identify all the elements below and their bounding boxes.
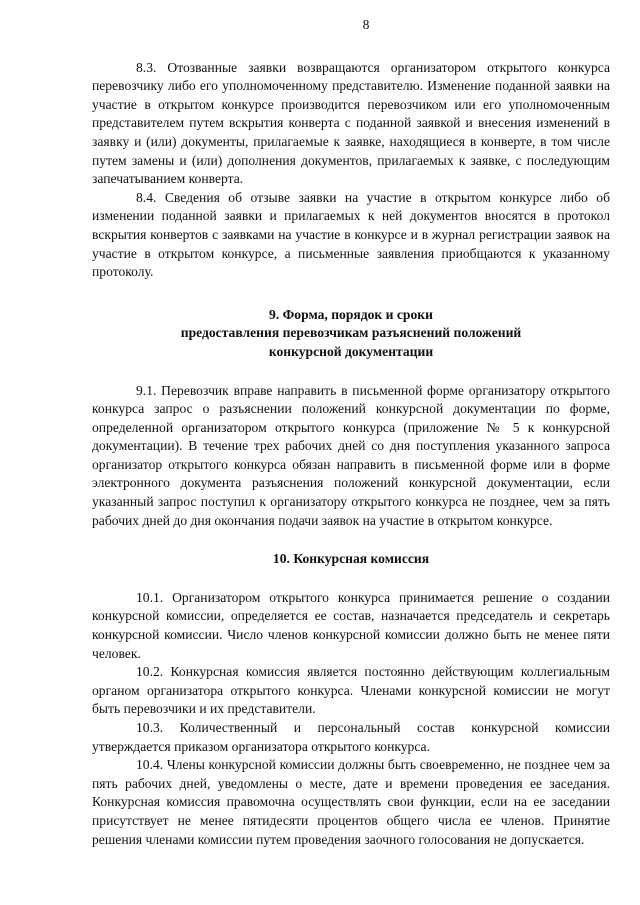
section-10-heading: 10. Конкурсная комиссия <box>272 551 430 567</box>
paragraph-10-4: 10.4. Члены конкурсной комиссии должны быть своевременно, не позднее чем за пять рабочих дней, уведомлены о месте, дате и времени проведения ее заседания. Конкурсная комиссия правомочна осуществлять свои функции, если на ее заседании присутствует не менее пятидесяти процентов общего числа ее членов. Принятие решения членами комиссии путем проведения заочного голосования не допускается. <box>92 757 610 847</box>
section-9-heading-line-2: предоставления перевозчикам разъяснений положений <box>180 325 522 341</box>
section-9-heading-line-1: 9. Форма, порядок и сроки <box>269 306 433 322</box>
section-9-heading-line-3: конкурсной документации <box>268 343 434 359</box>
section-9-heading <box>92 306 610 362</box>
page-number: 8 <box>362 17 370 32</box>
paragraph-8-4: 8.4. Сведения об отзыве заявки на участие в открытом конкурсе либо об изменении поданной заявки и прилагаемых к ней документов вносятся в протокол вскрытия конвертов с заявками на участие в конкурсе и в журнал регистрации заявок на участие в открытом конкурсе, а письменные заявления приобщаются к указанному протоколу. <box>92 189 610 280</box>
paragraph-10-1: 10.1. Организатором открытого конкурса принимается решение о создании конкурсной комиссии, определяется ее состав, назначается председатель и секретарь конкурсной комиссии. Число членов конкурсной комиссии должно быть не менее пяти человек. <box>92 589 610 661</box>
paragraph-9-1: 9.1. Перевозчик вправе направить в письменной форме организатору открытого конкурса запрос о разъяснении положений конкурсной документации по форме, определенной организатором открытого конкурса (приложение № 5 к конкурсной документации). В течение трех рабочих дней со дня поступления указанного запроса организатор открытого конкурса обязан направить в письменной форме или в форме электронного документа разъяснения положений конкурсной документации, если указанный запрос поступил к организатору открытого конкурса не позднее, чем за пять рабочих дней до дня окончания подачи заявок на участие в открытом конкурсе. <box>92 382 610 528</box>
paragraph-10-3: 10.3. Количественный и персональный состав конкурсной комиссии утверждается приказом организатора открытого конкурса. <box>92 720 610 754</box>
paragraph-10-2: 10.2. Конкурсная комиссия является постоянно действующим коллегиальным органом организатора открытого конкурса. Членами конкурсной комиссии не могут быть перевозчики и их представители. <box>92 664 610 717</box>
paragraph-8-3: 8.3. Отозванные заявки возвращаются организатором открытого конкурса перевозчику либо его уполномоченному представителю. Изменение поданной заявки на участие в открытом конкурсе производится перевозчиком или его уполномоченным представителем путем вскрытия конверта с поданной заявкой и внесения изменений в заявку и (или) документы, прилагаемые к заявке, находящиеся в конверте, в том числе путем замены и (или) дополнения документов, прилагаемых к заявке, с последующим запечатыванием конверта. <box>92 59 610 187</box>
